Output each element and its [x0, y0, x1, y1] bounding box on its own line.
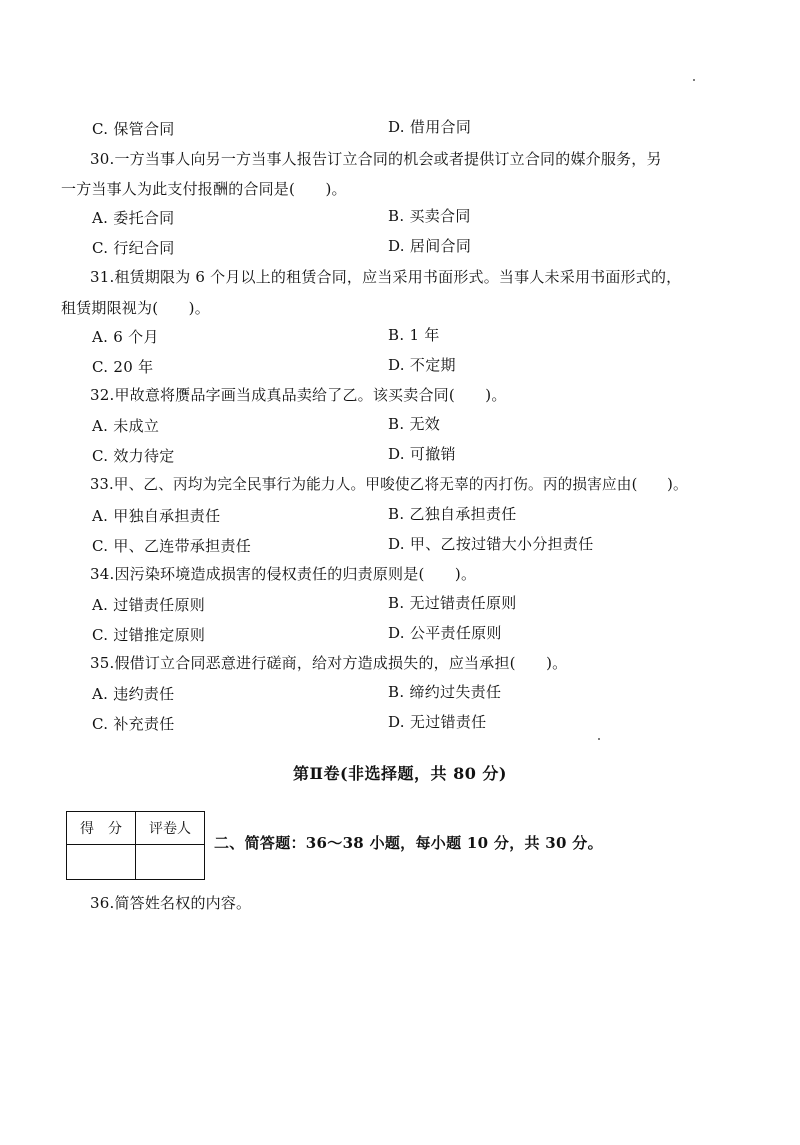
q31-option-d: D. 不定期	[388, 356, 456, 374]
score-cell	[67, 845, 136, 880]
q29-option-c: C. 保管合同	[92, 120, 175, 138]
q34-stem: 34.因污染环境造成损害的侵权责任的归责原则是( )。	[90, 565, 477, 583]
q30-option-c: C. 行纪合同	[92, 239, 175, 257]
score-header: 得 分	[67, 812, 136, 845]
q29-option-d: D. 借用合同	[388, 118, 472, 136]
q32-option-b: B. 无效	[388, 415, 441, 433]
q34-option-d: D. 公平责任原则	[388, 624, 502, 642]
q35-option-c: C. 补充责任	[92, 715, 175, 733]
q31-stem-line2: 租赁期限视为( )。	[61, 299, 210, 317]
q33-stem: 33.甲、乙、丙均为完全民事行为能力人。甲唆使乙将无辜的丙打伤。丙的损害应由( )。	[90, 476, 688, 493]
q35-stem: 35.假借订立合同恶意进行磋商，给对方造成损失的，应当承担( )。	[90, 654, 568, 672]
q30-option-a: A. 委托合同	[92, 209, 175, 227]
q35-option-d: D. 无过错责任	[388, 713, 487, 731]
q32-option-d: D. 可撤销	[388, 445, 456, 463]
q35-option-a: A. 违约责任	[92, 685, 175, 703]
q33-option-a: A. 甲独自承担责任	[92, 507, 221, 525]
q30-option-b: B. 买卖合同	[388, 207, 471, 225]
grader-header: 评卷人	[136, 812, 205, 845]
q33-option-b: B. 乙独自承担责任	[388, 505, 517, 523]
q34-option-a: A. 过错责任原则	[92, 596, 206, 614]
q32-stem: 32.甲故意将赝品字画当成真品卖给了乙。该买卖合同( )。	[90, 386, 507, 404]
grader-cell	[136, 845, 205, 880]
q35-option-b: B. 缔约过失责任	[388, 683, 502, 701]
q34-option-b: B. 无过错责任原则	[388, 594, 517, 612]
q33-option-c: C. 甲、乙连带承担责任	[92, 537, 252, 555]
scan-speck	[598, 738, 600, 740]
q31-stem-line1: 31.租赁期限为 6 个月以上的租赁合同，应当采用书面形式。当事人未采用书面形式的，	[90, 268, 682, 286]
score-table	[66, 811, 205, 880]
q30-stem-line2: 一方当事人为此支付报酬的合同是( )。	[61, 180, 347, 198]
q32-option-c: C. 效力待定	[92, 447, 175, 465]
q31-option-a: A. 6 个月	[92, 328, 159, 346]
q33-option-d: D. 甲、乙按过错大小分担责任	[388, 535, 594, 553]
q30-option-d: D. 居间合同	[388, 237, 472, 255]
q34-option-c: C. 过错推定原则	[92, 626, 206, 644]
q36-stem: 36.简答姓名权的内容。	[90, 894, 252, 912]
q31-option-c: C. 20 年	[92, 358, 154, 376]
q30-stem-line1: 30.一方当事人向另一方当事人报告订立合同的机会或者提供订立合同的媒介服务，另	[90, 150, 662, 168]
q32-option-a: A. 未成立	[92, 417, 160, 435]
part2-title: 第Ⅱ卷(非选择题，共 80 分)	[292, 764, 508, 783]
section-heading-short-answer: 二、简答题：36～38 小题，每小题 10 分，共 30 分。	[214, 834, 603, 852]
q31-option-b: B. 1 年	[388, 326, 440, 344]
scan-speck	[693, 79, 695, 81]
